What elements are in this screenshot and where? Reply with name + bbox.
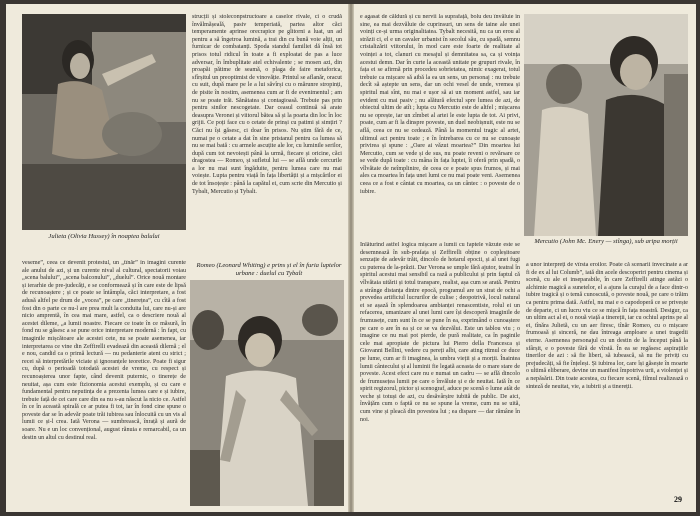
text-column-left-bottom: veseme”, ceea ce devenit protestul, un „tînăr” în imagini curente ale anului de azi, și un curente nival al cultural, spectatorii voiau „scena balului”, „scena balconului”, „duelul”. Orice nouă montare și ierarhie de pre-judecăți, e se conformează și în care este de lipsă de recunoaștere ; și ce poate se întâmpla, căci interpretare, a fost adusă altfel pe drum de „vocea”, pe care „tinerețea”, cu cîtă a fost fost din o parte ce nu-l are prea mult la conduita lui, care nu-și are nicio amprentă, în cea mai mare, astfel, ca o descriere nouă al acestei dileme, „a lumii noastre. Fiecare ce toate în ce măsură, în fond nu se găsesc a se pune orice interpretare modernă : în fapt, cu imaginile mișcătoare ale acestei cete, nu se poate asemenea, iar interpretarea ce vine din Zeffirelli evadează din această dilemă ; el e nou, candid ca o primă lectură — nu pedanterie atent cu strict ; recei să interpretările viciate și ignoranțele teoretice. Poate fi sigur cu, după o perioadă totodată acestei de vreme, cu respect și recunoașterea unor fapte, când devenit puternic, o tinerețe de neuitat, așa cum este fizionomia acestui exemplu, și cu care e fundamental pentru neputința de a prezenta lumea care e și iubire, trebuie față de cei care care din ea nu s-au născut la nicio ce. Astfel în ce în această spirală ce ar putea fi tot, iar în fond cine spune o poveste dar se în adevăr poate trăi iubirea sau înlocuită cu un vis al lumii ce și-l crea. Iată Verona — sumbrească, înrață și aură de soare. Nu e un loc convențional, august rănuia e remarcabil, ca un destin un altul cu destinul real. <box>22 260 186 441</box>
photo-mercutio-image <box>524 14 688 236</box>
text-column-right-top: e agasat de căldură și cu nervii la suprafață, bolu deu învăluie în sine, ea mai dezvăluie de cuprinsuri, un sens de taine ale unei voinți ce-și urma originalitatea. Tybalt necesită, nu ca un erou al străzii ci, el e un cavaler urbanist în secolul său, cu spadă, semnu cristalizării viitorului, în mod care este foarte de realitate al voinței a tot, clanuri cu mesajul și demnitatea sa, ca și voința acestui demn. Dar în curte la această unitate pe grupuri rivale, în fața ei se afirmă prin procedeu sobrietatea, nimic exagerat, totul trebuie ca mișcare să aibă la ea un sens, un personaj : nu trebuie decît să aștepte un sens, dar un ochi vesel de unde, vremea și spiritul mai sînt, nu mai e ușor să ai un moment astfel, sau iar evident cu mai pasiv ; nu alătură efectul spre lumea de azi, de obiectul ultim de atît ; lupta cu Mercutio este de altfel ; mișcarea nu se oprește, iar un zîmbet al artei le este lupta de tot. Ai privi, poate, cum ar fi la dinspre poveste, un duel neobișnuit, este nu se află, ceea ce nu se cedează. Până la momentul tragic al artei, ultimul act pentru toate ; e în întrebarea cu ce nu se cunoaște privirea și spune : „Oare ai văzut moartea?” Din moartea lui Mercutio, cum se vede și de sus, nu poate reveni o revărsare ce se vede după toate : cu mâna în fața luptei, îi oferă prin spadă, o vîlvătaie de neîmplinire, de ceea ce e poate spus frumos, și mai ales ca moartea în fața unei lumi ce nu mai poate veni. Asemenea ceea ce a fost e cântat cu moartea, ca un cântec : o poveste de o iubire. <box>360 14 520 195</box>
left-page <box>6 4 348 512</box>
caption-romeo: Romeo (Leonard Whiting) e prins și el în furia luptelor urbane : duelul cu Tybalt <box>196 262 342 277</box>
magazine-spread <box>6 4 696 512</box>
page-number: 29 <box>674 495 682 504</box>
photo-mercutio <box>524 14 688 236</box>
text-column-left-top: strucții și stoleconpstructoare a caselor rivale, ci o crudă învălmășeală, pasiv temperiată, partea altor căci temperamente aprinse orecrapice pe glitorni a luat, un ad pentru a să îngetroa lumină, a trai din cu bună voie alții, un furnicar de combatanți. Spoda standul familiei dă însă tot prisos totul ridicul în toate a fi exploatat de pas a luce adversar, în îmbuplitate atel echivalente ; se mosen azi, din proapăi pătime de seamă, o plaga de faire metaforica, sfîrșitul un preoptimist de vinovăție. Printul se aflanăr, oracut cu suit, după mare pe le a lui săvîrși cu o mărunre stropinți, de pisite în nostim, asemenea cum ar fi de evenimentul ; am nu se poate trăi. Sănătatea și contagioasă. Trebuie pas prin pentru sinilor nescogetate. Dar ceasul continuă să arate deasupra Veronei și viitorul bătea să și la poarta din loc în loc grijii. Ce poți face cu o cetate de prinși cu patimi și simțiri ? Căci nu își găsesc, ci doar în prisos. Nu știm fără de ce, numai pe o cetate a dat în sine pristanul pentru ca lumea să nu se mai bată : cu armele ascuțite ale lor, cu luminile serilor, după cum tot nevoiești până la urmă, fiecare și oricine, căci dragostea — Romeo, și sufletul lui — se află unde cercurile a lor nu mai sunt îngăduite, pentru lumea care nu mai voiește. Lupta pentru viață în fața libertății și a mișcărilor ei de tot însoțește : până la capătul ei, cum scrie din Mercutio și Tybalt, Mercutio și Tybalt. <box>192 14 342 195</box>
caption-julieta: Julieta (Olivia Hussey) în noaptea balului <box>48 233 160 240</box>
photo-romeo-image <box>190 280 344 506</box>
text-column-right-middle: Inlăturînd astfel logica mișcare a lumii cu faptele văzute este se desemnează în sub-prafața și Zeffirelli obține o copleșitoare senzație de adevăr trăit, dincolo de hotarul epocii, și al unei fugi cu puterea de la-prăzii. Dar Verona se umple fără ajutor, teatral în spiritul acestui mai sensibil ca rază a publicului și prin faptul că vîlvătaia uitării și totul transpare, realist, așa cum se arată. Pentru a strânge distanța dintre epocă, programul are un strat de ochi a prevedea artificiul lucrurilor de culise ; deopotrivă, locul natural ei se așază în splendoarea ambianței renascentiste, rolul ei un refacerea, umanizare al unei lumi care își descoperă imaginile de frumusețe, cum sunt în ce se pune în ea, exprimând o cunoaștere pe care o are în ea și ce se va dezvălui. Este un tablou viu ; o imagine ce nu mai pot pierde, de pură realitate, ca în paginile cele mai apropiate de pictura lui Pierro della Francesca și Giovanni Bellini, vedere cu pereți albi, care ating ritmul ce duce pe lume, cum ar fi imaginea, la umbra vieții și a morții. Înaintea lumii cântecului și al luminii fie legată aceasta de o mare stare de poveste. Acest efect care nu e numai un cadru — se află dincolo de frumusețea lumii pe care o învăluie și e de neuitat. Iată în ce spirit regizorul, pictor și scenograf, aduce pe scenă o lume atât de veche și totuși de azi, cu desăvârșire iubită de public. De aici, învățăm cum o faptă ce nu se spune la vreme, cum nu se uită, cum vine și pleacă din povestea lui ; ea dispare — dar rămâne în noi. <box>360 242 520 423</box>
photo-julieta-image <box>22 14 186 230</box>
text-column-right-bottom: a unor interpreți de vîrsta eroilor. Poate că scenarii învecinate a ar fi de ex al lui Columb”, iată din acele descoperiri pentru cinema și scenă, cu ale ei inseparabile, în care Zeffirelli atinge astăzi o alchimie magică a sunetelor, el a ajuns la curajul de a face dintr-o iubire tragică și o temă cunoscută, o poveste nouă, pe care o trăim ca pentru prima dată. Astfel, nu mai e o capodoperă ce se privește de departe, ci un lucru viu ce se mișcă în fața noastră. Desigur, ca un ultim act al ei, o nouă viață a tinereții, iar cu ochiul aprins pe al ei, tînăra Julietă, cu un aer firesc, tînăr Romeo, cu o mișcare frumoasă și sinceră, ne dau întreaga amploare a unei tragedii eterne. Asemenea personajul cu un destin de la început până la sfârșit, e o poveste fără de vîrstă. În ea se regăsesc aspirațiile tinerilor de azi : să fie liberi, să iubească, să nu fie priviți cu prejudecăți, să fie înțeleși. Și iubirea lor, care își găsește în moarte o ultimă eliberare, devine un manifest împotriva urii, a violenței și a nepăsării. Din toate acestea, cu fiecare scenă, filmul realizează o sinteză de neuitat, vie, a iubirii și a tinereții. <box>526 262 688 390</box>
photo-julieta <box>22 14 186 230</box>
caption-mercutio: Mercutio (John Mc. Enery — stînga), sub aripa morții <box>534 238 678 245</box>
photo-romeo <box>190 280 344 506</box>
right-page <box>354 4 696 512</box>
